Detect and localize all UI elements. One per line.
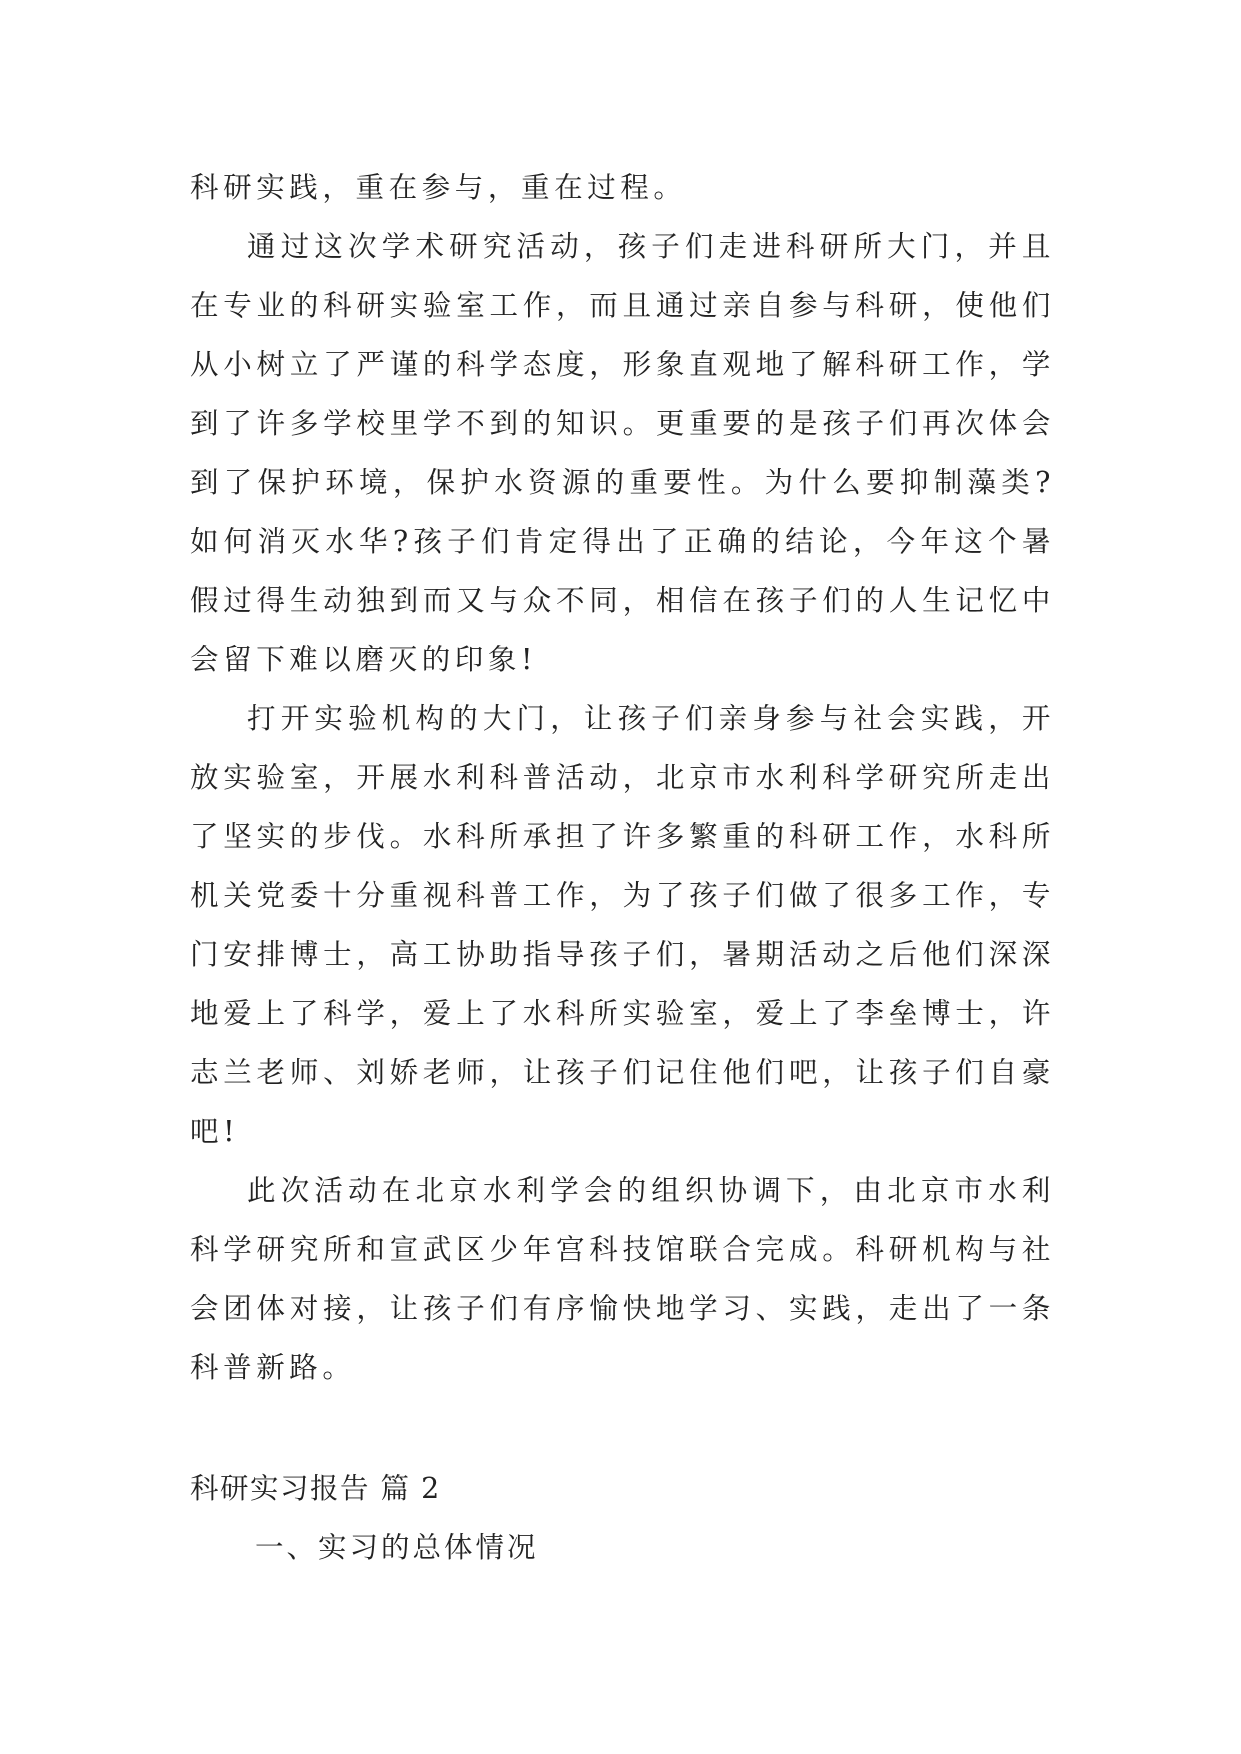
paragraph-intro-continuation: 科研实践，重在参与，重在过程。 [190,171,687,204]
section-spacer [190,1397,1055,1459]
paragraph-research-activity: 通过这次学术研究活动，孩子们走进科研所大门，并且在专业的科研实验室工作，而且通过亲自参与科研，使他们从小树立了严谨的科学态度，形象直观地了解科研工作，学到了许多学校里学不到的知识。更重要的是孩子们再次体会到了保护环境，保护水资源的重要性。为什么要抑制藻类?如何消灭水华?孩子们肯定得出了正确的结论，今年这个暑假过得生动独到而又与众不同，相信在孩子们的人生记忆中会留下难以磨灭的印象! [190,230,1055,676]
section-subtitle: 一、实习的总体情况 [255,1531,539,1564]
paragraph-organization: 此次活动在北京水利学会的组织协调下，由北京市水利科学研究所和宣武区少年宫科技馆联合完成。科研机构与社会团体对接，让孩子们有序愉快地学习、实践，走出了一条科普新路。 [190,1174,1055,1384]
section-title: 科研实习报告 篇 2 [190,1472,441,1505]
paragraph-open-laboratory: 打开实验机构的大门，让孩子们亲身参与社会实践，开放实验室，开展水利科普活动，北京市水利科学研究所走出了坚实的步伐。水科所承担了许多繁重的科研工作，水科所机关党委十分重视科普工作，为了孩子们做了很多工作，专门安排博士，高工协助指导孩子们，暑期活动之后他们深深地爱上了科学，爱上了水科所实验室，爱上了李垒博士，许志兰老师、刘娇老师，让孩子们记住他们吧，让孩子们自豪吧! [190,702,1055,1148]
document-body [190,158,1055,1577]
